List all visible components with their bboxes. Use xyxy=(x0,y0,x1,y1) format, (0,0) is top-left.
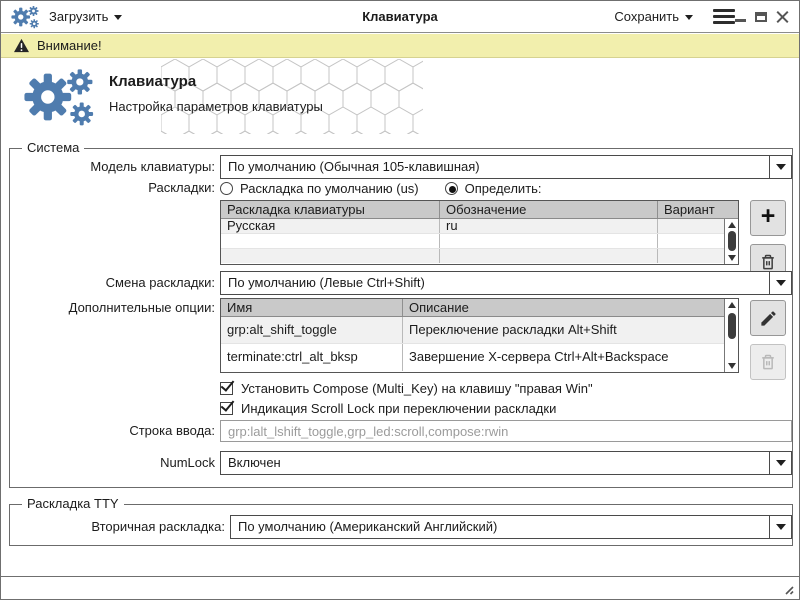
extra-options-label: Дополнительные опции: xyxy=(68,300,215,315)
radio-define-layout[interactable] xyxy=(445,181,542,196)
page-subtitle: Настройка параметров клавиатуры xyxy=(109,99,323,114)
dropdown-arrow-icon xyxy=(769,156,791,178)
trash-icon xyxy=(758,252,778,272)
pencil-icon xyxy=(759,309,778,328)
system-group-title: Система xyxy=(22,140,84,156)
column-header: Обозначение xyxy=(440,201,658,218)
secondary-layout-select[interactable] xyxy=(230,515,792,539)
column-header: Имя xyxy=(221,299,403,316)
delete-option-button xyxy=(750,344,786,380)
column-header: Вариант xyxy=(664,202,715,217)
table-cell: Завершение X-сервера Ctrl+Alt+Backspace xyxy=(409,349,669,364)
radio-unchecked-icon xyxy=(220,182,233,195)
checkbox-checked-icon xyxy=(220,402,233,415)
column-header: Раскладка клавиатуры xyxy=(221,201,440,218)
layout-switch-label: Смена раскладки: xyxy=(105,275,215,290)
layout-switch-select[interactable] xyxy=(220,271,792,295)
table-row[interactable] xyxy=(221,219,738,234)
scroll-up-icon[interactable] xyxy=(728,222,736,228)
options-table xyxy=(220,298,739,373)
scroll-down-icon[interactable] xyxy=(728,363,736,369)
table-cell: Русская xyxy=(221,219,440,233)
table-cell: grp:alt_shift_toggle xyxy=(221,317,403,343)
warning-banner xyxy=(1,34,799,58)
page-header xyxy=(1,59,799,134)
tty-group-title: Раскладка TTY xyxy=(22,496,124,512)
compose-checkbox-label: Установить Compose (Multi_Key) на клавишу "правая Win" xyxy=(241,381,593,396)
dropdown-arrow-icon xyxy=(769,516,791,538)
title-bar xyxy=(1,1,799,33)
table-cell: Переключение раскладки Alt+Shift xyxy=(409,322,617,337)
table-row-empty xyxy=(221,249,738,263)
layout-switch-value: По умолчанию (Левые Ctrl+Shift) xyxy=(228,275,425,290)
secondary-layout-value: По умолчанию (Американский Английский) xyxy=(238,519,498,534)
edit-option-button[interactable] xyxy=(750,300,786,336)
input-line-label: Строка ввода: xyxy=(129,423,215,438)
add-layout-button[interactable] xyxy=(750,200,786,236)
save-menu-button[interactable] xyxy=(614,1,693,32)
keyboard-model-label: Модель клавиатуры: xyxy=(90,159,215,174)
column-header: Описание xyxy=(409,300,469,315)
radio-define-layout-label: Определить: xyxy=(464,180,542,196)
numlock-select[interactable] xyxy=(220,451,792,475)
warning-text: Внимание! xyxy=(37,38,102,53)
save-menu-label: Сохранить xyxy=(614,9,679,24)
table-cell: ru xyxy=(440,219,658,233)
layout-table-scrollbar[interactable] xyxy=(724,219,738,264)
compose-checkbox[interactable] xyxy=(220,380,593,397)
resize-grip-icon[interactable] xyxy=(781,582,795,596)
system-group xyxy=(9,140,793,488)
trash-icon xyxy=(758,352,778,372)
honeycomb-pattern xyxy=(161,59,423,134)
keyboard-model-select[interactable] xyxy=(220,155,792,179)
scroll-up-icon[interactable] xyxy=(728,302,736,308)
radio-checked-icon xyxy=(445,182,458,195)
close-button[interactable] xyxy=(776,10,789,23)
checkbox-checked-icon xyxy=(220,382,233,395)
scrollbar-thumb[interactable] xyxy=(728,231,736,251)
scroll-down-icon[interactable] xyxy=(728,255,736,261)
numlock-value: Включен xyxy=(228,455,281,470)
secondary-layout-label: Вторичная раскладка: xyxy=(91,519,225,534)
table-row-empty xyxy=(221,234,738,249)
table-row[interactable] xyxy=(221,344,738,371)
page-title: Клавиатура xyxy=(109,73,197,90)
table-row[interactable] xyxy=(221,317,738,344)
tty-group xyxy=(9,496,793,546)
status-bar xyxy=(1,576,799,599)
dropdown-arrow-icon xyxy=(769,452,791,474)
hamburger-menu-button[interactable] xyxy=(713,9,735,24)
numlock-label: NumLock xyxy=(160,455,215,470)
scrolllock-checkbox[interactable] xyxy=(220,400,556,417)
options-table-header xyxy=(221,299,738,317)
layouts-label: Раскладки: xyxy=(148,180,215,195)
radio-default-layout[interactable] xyxy=(220,181,419,196)
layouts-radio-group xyxy=(220,179,542,197)
window-controls xyxy=(735,1,789,32)
table-cell: terminate:ctrl_alt_bksp xyxy=(221,344,403,371)
keyboard-gears-icon xyxy=(19,65,103,129)
options-table-scrollbar[interactable] xyxy=(724,299,738,372)
radio-default-layout-label: Раскладка по умолчанию (us) xyxy=(240,180,419,196)
window-title: Клавиатура xyxy=(362,9,438,24)
table-cell xyxy=(658,219,724,233)
warning-icon xyxy=(13,38,30,53)
plus-icon: + xyxy=(760,202,776,230)
dropdown-caret-icon xyxy=(685,15,693,20)
layout-table-header xyxy=(221,201,738,219)
input-line-field[interactable] xyxy=(220,420,792,442)
scrolllock-checkbox-label: Индикация Scroll Lock при переключении раскладки xyxy=(241,401,557,416)
load-menu-label: Загрузить xyxy=(49,9,109,24)
maximize-button[interactable] xyxy=(755,12,767,22)
layout-table xyxy=(220,200,739,265)
scrollbar-thumb[interactable] xyxy=(728,313,736,339)
keyboard-model-value: По умолчанию (Обычная 105-клавишная) xyxy=(228,159,480,174)
dropdown-arrow-icon xyxy=(769,272,791,294)
minimize-button[interactable] xyxy=(735,19,746,22)
